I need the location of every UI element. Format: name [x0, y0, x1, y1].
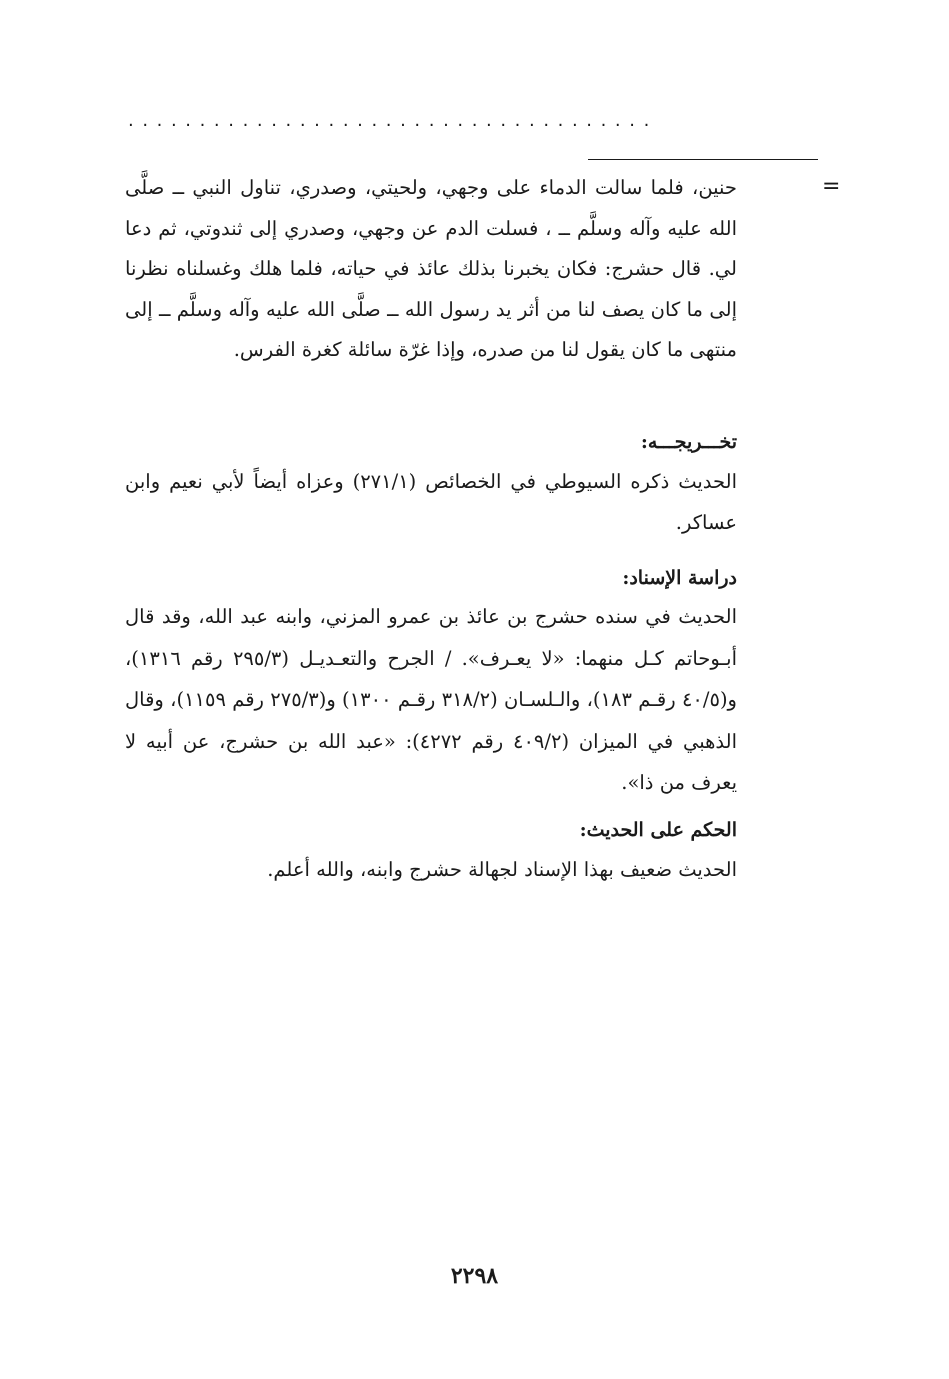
- hukm-heading: الحكم على الحديث:: [579, 819, 737, 841]
- continuation-mark: =: [822, 174, 841, 199]
- isnad-heading: دراسة الإسناد:: [622, 567, 737, 589]
- narration-paragraph: حنين، فلما سالت الدماء على وجهي، ولحيتي، وصدري، تناول النبي ــ صلَّى الله عليه وآله وسلَّم ــ ، فسلت الدم عن وجهي، وصدري إلى ثندوتي، ثم دعا لي. قال حشرج: فكان يخبرنا بذلك عائذ في حياته، فلما هلك وغسلناه نظرنا إلى ما كان يصف لنا من أثر يد رسول الله ــ صلَّى الله عليه وآله وسلَّم ــ إلى منتهى ما كان يقول لنا من صدره، وإذا غرّة سائلة كغرة الفرس.: [125, 176, 737, 361]
- page-number: ٢٢٩٨: [450, 1263, 499, 1289]
- dotted-separator: .....................................: [128, 112, 658, 130]
- isnad-paragraph: الحديث في سنده حشرج بن عائذ بن عمرو المزني، وابنه عبد الله، وقد قال أبـوحاتم كـل منهما: «لا يعـرف». / الجرح والتعـديـل (٢٩٥/٣ رقم ١٣١٦)، و(٤٠/٥ رقـم ١٨٣)، والـلسـان (٣١٨/٢ رقـم ١٣٠٠) و(٢٧٥/٣ رقم ١١٥٩)، وقال الذهبي في الميزان (٤٠٩/٢ رقم ٤٢٧٢): «عبد الله بن حشرج، عن أبيه لا يعرف من ذا».: [125, 605, 737, 794]
- takhrij-paragraph: الحديث ذكره السيوطي في الخصائص (٢٧١/١) وعزاه أيضاً لأبي نعيم وابن عساكر.: [125, 470, 737, 534]
- footnote-rule: [588, 159, 818, 160]
- hukm-paragraph: الحديث ضعيف بهذا الإسناد لجهالة حشرج وابنه، والله أعلم.: [267, 858, 737, 881]
- takhrij-heading: تخـــريجـــه:: [640, 431, 737, 453]
